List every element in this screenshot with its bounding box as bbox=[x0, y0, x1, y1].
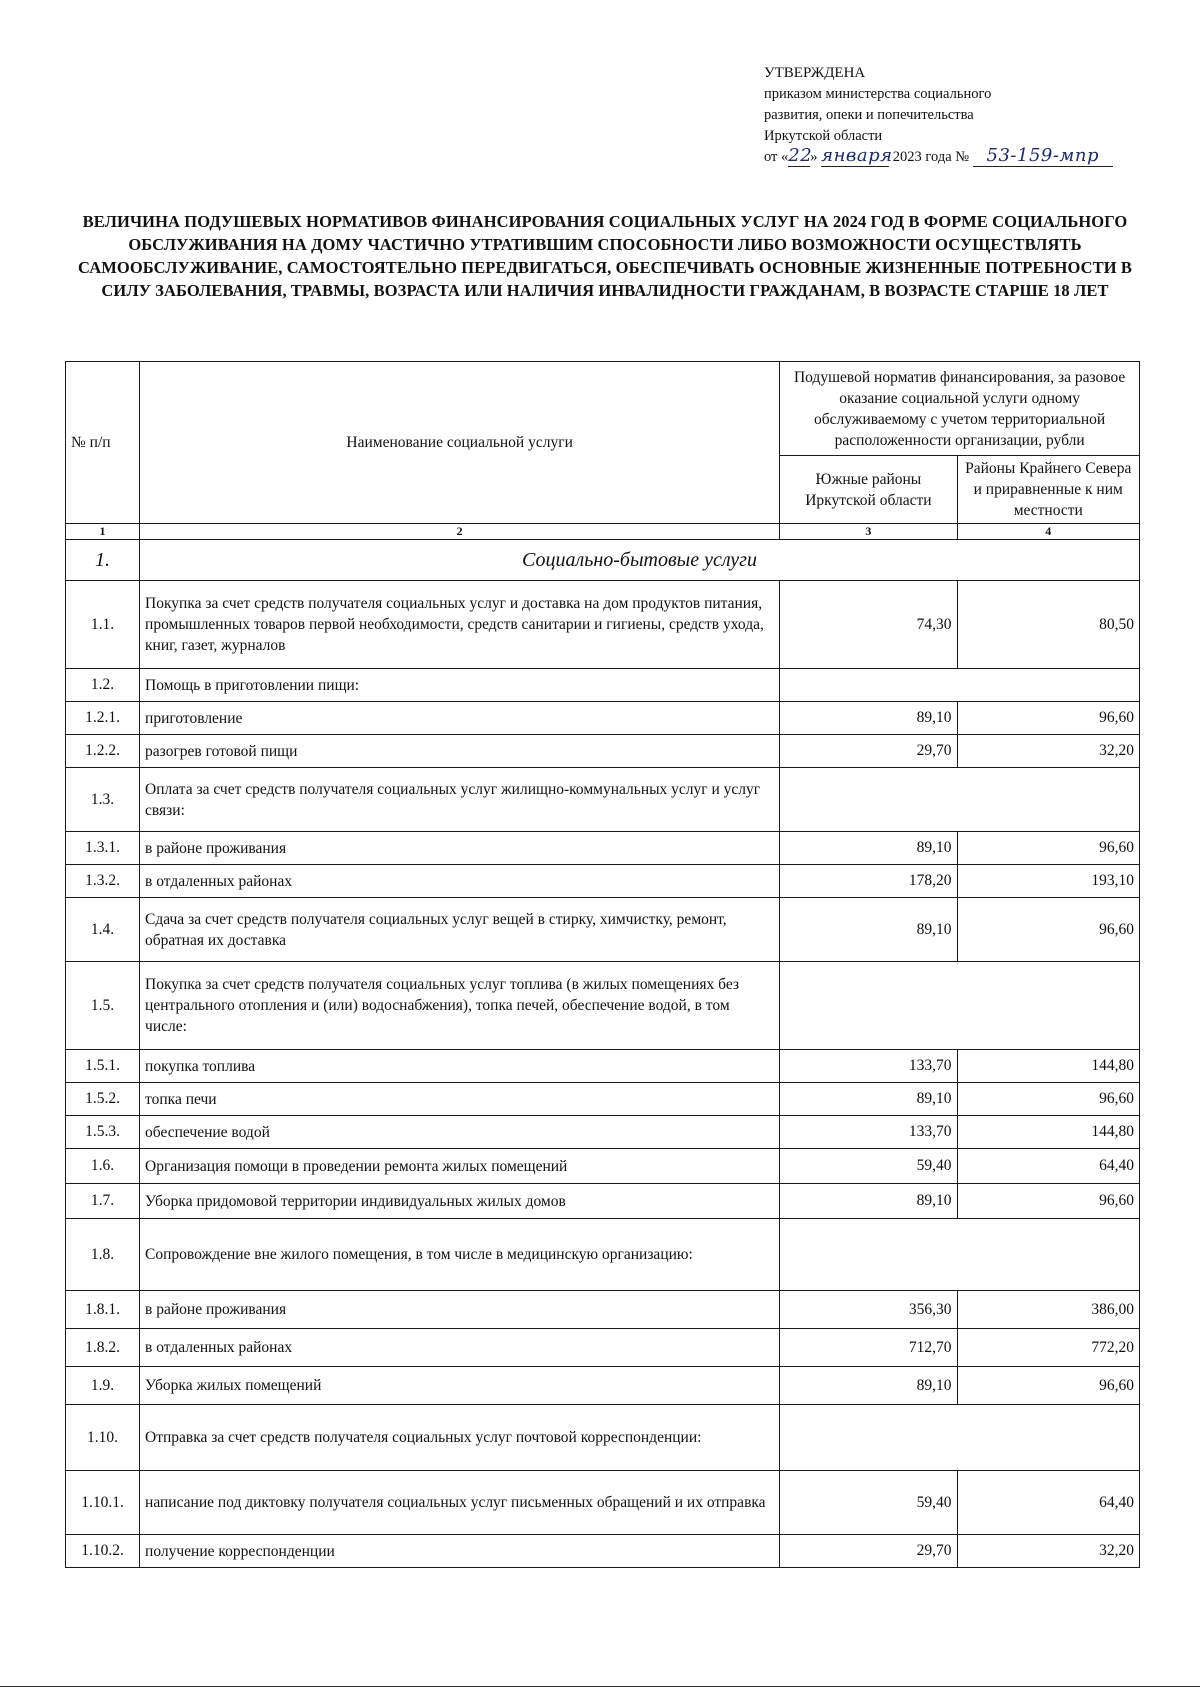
table-row bbox=[66, 962, 1140, 1050]
row-value-south: 712,70 bbox=[780, 1329, 957, 1367]
row-value-north: 96,60 bbox=[957, 898, 1140, 962]
row-value-south: 89,10 bbox=[780, 1083, 957, 1116]
row-number: 1.3. bbox=[66, 768, 140, 832]
row-service-name: в отдаленных районах bbox=[140, 865, 780, 898]
section-row bbox=[66, 540, 1140, 581]
row-value-south: 29,70 bbox=[780, 735, 957, 768]
date-month-field bbox=[821, 145, 893, 167]
table-row bbox=[66, 1329, 1140, 1367]
header-norm: Подушевой норматив финансирования, за разовое оказание социальной услуги одному обслуживаемому с учетом территориальной расположенности организации, рубли bbox=[780, 362, 1140, 456]
row-value-south: 133,70 bbox=[780, 1116, 957, 1149]
row-service-name: Сопровождение вне жилого помещения, в том числе в медицинскую организацию: bbox=[140, 1219, 780, 1291]
table-row bbox=[66, 1116, 1140, 1149]
row-service-name: разогрев готовой пищи bbox=[140, 735, 780, 768]
row-value-empty bbox=[780, 669, 1140, 702]
table-row bbox=[66, 1405, 1140, 1471]
column-number: 1 bbox=[66, 524, 140, 540]
row-value-south: 89,10 bbox=[780, 702, 957, 735]
approval-line-3: Иркутской области bbox=[764, 128, 883, 144]
date-prefix: от « bbox=[764, 149, 789, 165]
row-value-north: 32,20 bbox=[957, 1535, 1140, 1568]
row-number: 1.1. bbox=[66, 581, 140, 669]
row-value-empty bbox=[780, 768, 1140, 832]
row-number: 1.8. bbox=[66, 1219, 140, 1291]
row-value-empty bbox=[780, 962, 1140, 1050]
row-number: 1.2.1. bbox=[66, 702, 140, 735]
row-service-name: Уборка жилых помещений bbox=[140, 1367, 780, 1405]
row-value-south: 133,70 bbox=[780, 1050, 957, 1083]
header-number: № п/п bbox=[66, 362, 140, 524]
table-row bbox=[66, 1535, 1140, 1568]
table-row bbox=[66, 1219, 1140, 1291]
table-row bbox=[66, 1291, 1140, 1329]
norms-table bbox=[65, 361, 1140, 1568]
row-value-south: 89,10 bbox=[780, 1184, 957, 1219]
row-service-name: Отправка за счет средств получателя социальных услуг почтовой корреспонденции: bbox=[140, 1405, 780, 1471]
row-service-name: в районе проживания bbox=[140, 1291, 780, 1329]
date-day: 22 bbox=[788, 145, 813, 166]
row-value-north: 64,40 bbox=[957, 1149, 1140, 1184]
row-value-north: 386,00 bbox=[957, 1291, 1140, 1329]
row-service-name: Оплата за счет средств получателя социальных услуг жилищно-коммунальных услуг и услуг связи: bbox=[140, 768, 780, 832]
header-service-name: Наименование социальной услуги bbox=[140, 362, 780, 524]
row-number: 1.8.2. bbox=[66, 1329, 140, 1367]
table-row bbox=[66, 581, 1140, 669]
row-value-north: 64,40 bbox=[957, 1471, 1140, 1535]
row-service-name: в отдаленных районах bbox=[140, 1329, 780, 1367]
header-south: Южные районы Иркутской области bbox=[780, 456, 957, 524]
row-value-south: 89,10 bbox=[780, 1367, 957, 1405]
approval-heading: УТВЕРЖДЕНА bbox=[764, 65, 866, 81]
row-number: 1.10.1. bbox=[66, 1471, 140, 1535]
section-number: 1. bbox=[66, 540, 140, 581]
row-value-north: 80,50 bbox=[957, 581, 1140, 669]
table-row bbox=[66, 1050, 1140, 1083]
column-number: 4 bbox=[957, 524, 1140, 540]
row-number: 1.6. bbox=[66, 1149, 140, 1184]
row-number: 1.10.2. bbox=[66, 1535, 140, 1568]
approval-line-2: развития, опеки и попечительства bbox=[764, 107, 974, 123]
row-service-name: покупка топлива bbox=[140, 1050, 780, 1083]
row-value-north: 144,80 bbox=[957, 1050, 1140, 1083]
row-number: 1.9. bbox=[66, 1367, 140, 1405]
column-number-row bbox=[66, 524, 1140, 540]
header-north: Районы Крайнего Севера и приравненные к ним местности bbox=[957, 456, 1140, 524]
row-service-name: приготовление bbox=[140, 702, 780, 735]
table-row bbox=[66, 832, 1140, 865]
row-number: 1.8.1. bbox=[66, 1291, 140, 1329]
order-number: 53-159-мпр bbox=[986, 145, 1099, 166]
date-day-field bbox=[788, 145, 813, 167]
table-row bbox=[66, 768, 1140, 832]
row-value-north: 144,80 bbox=[957, 1116, 1140, 1149]
row-number: 1.3.2. bbox=[66, 865, 140, 898]
row-service-name: получение корреспонденции bbox=[140, 1535, 780, 1568]
row-number: 1.7. bbox=[66, 1184, 140, 1219]
row-value-north: 96,60 bbox=[957, 1184, 1140, 1219]
row-value-north: 96,60 bbox=[957, 1367, 1140, 1405]
row-value-south: 74,30 bbox=[780, 581, 957, 669]
table-row bbox=[66, 1149, 1140, 1184]
table-row bbox=[66, 1184, 1140, 1219]
table-row bbox=[66, 669, 1140, 702]
row-number: 1.5.2. bbox=[66, 1083, 140, 1116]
approval-date-line bbox=[764, 147, 1164, 168]
table-row bbox=[66, 735, 1140, 768]
date-year-text: 2023 года № bbox=[892, 149, 970, 165]
date-month: января bbox=[821, 145, 893, 166]
column-number: 3 bbox=[780, 524, 957, 540]
row-number: 1.2. bbox=[66, 669, 140, 702]
row-value-north: 193,10 bbox=[957, 865, 1140, 898]
table-row bbox=[66, 1083, 1140, 1116]
row-number: 1.5.1. bbox=[66, 1050, 140, 1083]
table-row bbox=[66, 865, 1140, 898]
date-mid: » bbox=[810, 149, 818, 165]
section-title: Социально-бытовые услуги bbox=[140, 540, 1140, 581]
approval-stamp bbox=[764, 62, 1164, 168]
row-service-name: Уборка придомовой территории индивидуальных жилых домов bbox=[140, 1184, 780, 1219]
row-number: 1.5.3. bbox=[66, 1116, 140, 1149]
row-value-north: 96,60 bbox=[957, 702, 1140, 735]
row-service-name: Покупка за счет средств получателя социальных услуг и доставка на дом продуктов питания, промышленных товаров первой необходимости, средств санитарии и гигиены, средств ухода, книг, газет, журналов bbox=[140, 581, 780, 669]
row-number: 1.3.1. bbox=[66, 832, 140, 865]
row-value-empty bbox=[780, 1219, 1140, 1291]
row-value-north: 96,60 bbox=[957, 1083, 1140, 1116]
row-service-name: в районе проживания bbox=[140, 832, 780, 865]
row-service-name: Сдача за счет средств получателя социальных услуг вещей в стирку, химчистку, ремонт, обратная их доставка bbox=[140, 898, 780, 962]
row-service-name: Помощь в приготовлении пищи: bbox=[140, 669, 780, 702]
approval-line-1: приказом министерства социального bbox=[764, 86, 992, 102]
row-value-south: 59,40 bbox=[780, 1149, 957, 1184]
row-value-north: 772,20 bbox=[957, 1329, 1140, 1367]
row-value-south: 178,20 bbox=[780, 865, 957, 898]
order-number-field bbox=[973, 147, 1113, 167]
row-value-south: 59,40 bbox=[780, 1471, 957, 1535]
row-value-south: 89,10 bbox=[780, 898, 957, 962]
row-number: 1.10. bbox=[66, 1405, 140, 1471]
document-title: ВЕЛИЧИНА ПОДУШЕВЫХ НОРМАТИВОВ ФИНАНСИРОВАНИЯ СОЦИАЛЬНЫХ УСЛУГ НА 2024 ГОД В ФОРМЕ СОЦИАЛЬНОГО ОБСЛУЖИВАНИЯ НА ДОМУ ЧАСТИЧНО УТРАТИВШИМ СПОСОБНОСТИ ЛИБО ВОЗМОЖНОСТИ ОСУЩЕСТВЛЯТЬ САМООБСЛУЖИВАНИЕ, САМОСТОЯТЕЛЬНО ПЕРЕДВИГАТЬСЯ, ОБЕСПЕЧИВАТЬ ОСНОВНЫЕ ЖИЗНЕННЫЕ ПОТРЕБНОСТИ В СИЛУ ЗАБОЛЕВАНИЯ, ТРАВМЫ, ВОЗРАСТА ИЛИ НАЛИЧИЯ ИНВАЛИДНОСТИ ГРАЖДАНАМ, В ВОЗРАСТЕ СТАРШЕ 18 ЛЕТ bbox=[78, 212, 1132, 300]
row-service-name: топка печи bbox=[140, 1083, 780, 1116]
row-value-south: 29,70 bbox=[780, 1535, 957, 1568]
row-service-name: Организация помощи в проведении ремонта жилых помещений bbox=[140, 1149, 780, 1184]
row-value-north: 96,60 bbox=[957, 832, 1140, 865]
table-row bbox=[66, 1471, 1140, 1535]
row-value-north: 32,20 bbox=[957, 735, 1140, 768]
row-service-name: Покупка за счет средств получателя социальных услуг топлива (в жилых помещениях без центрального отопления и (или) водоснабжения), топка печей, обеспечение водой, в том числе: bbox=[140, 962, 780, 1050]
row-value-empty bbox=[780, 1405, 1140, 1471]
row-number: 1.4. bbox=[66, 898, 140, 962]
row-service-name: обеспечение водой bbox=[140, 1116, 780, 1149]
column-number: 2 bbox=[140, 524, 780, 540]
row-number: 1.2.2. bbox=[66, 735, 140, 768]
row-number: 1.5. bbox=[66, 962, 140, 1050]
table-row bbox=[66, 702, 1140, 735]
page-bottom-rule bbox=[0, 1686, 1200, 1687]
row-service-name: написание под диктовку получателя социальных услуг письменных обращений и их отправка bbox=[140, 1471, 780, 1535]
table-row bbox=[66, 898, 1140, 962]
table-row bbox=[66, 1367, 1140, 1405]
row-value-south: 89,10 bbox=[780, 832, 957, 865]
row-value-south: 356,30 bbox=[780, 1291, 957, 1329]
